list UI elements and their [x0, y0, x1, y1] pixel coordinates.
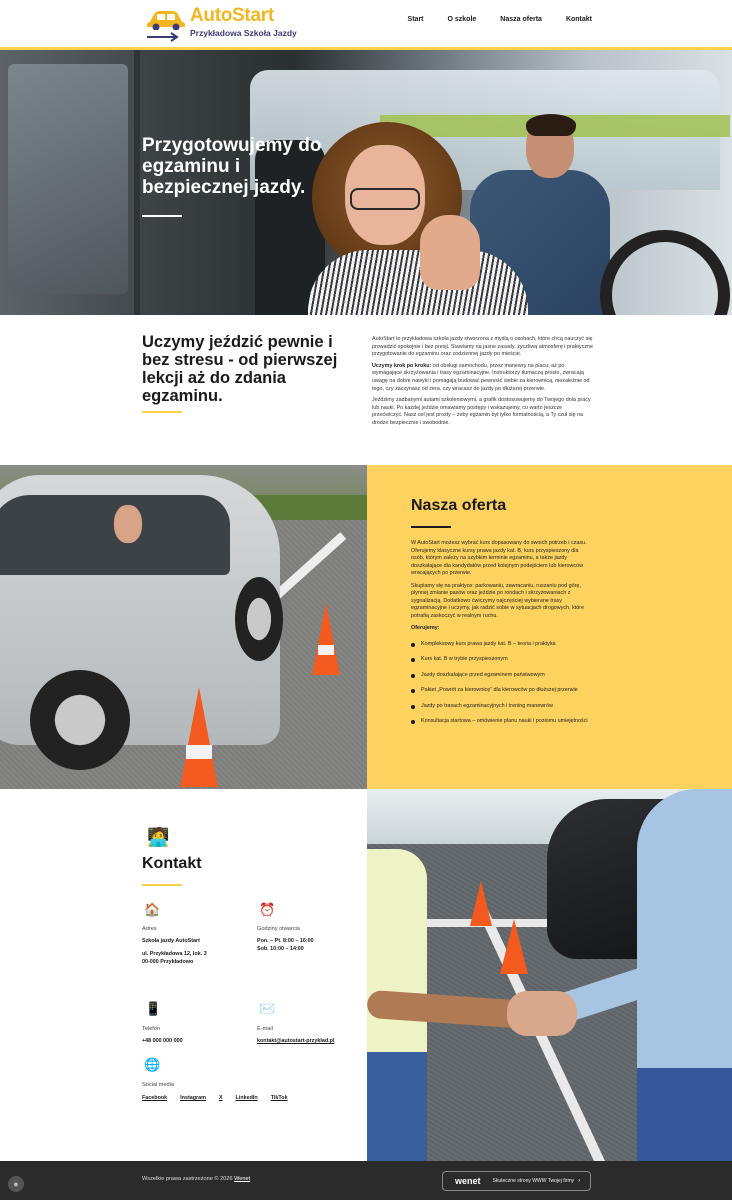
intro-text — [372, 336, 594, 432]
site-header — [0, 0, 732, 50]
offer-divider — [411, 526, 451, 528]
nav-item-offer[interactable]: Nasza oferta — [500, 16, 542, 23]
chevron-right-icon: › — [578, 1178, 581, 1184]
traffic-cone — [312, 603, 340, 675]
offer-photo-driver — [114, 505, 142, 543]
address-label: Adres — [142, 926, 157, 932]
intro-paragraph-rest: od obsługi samochodu, przez manewry na placu, aż po wymagające skrzyżowania i trasy egzaminacyjne. Instruktorzy tłumaczą prosto, zwracają uwagę na dobre nawyki i pomagają budować pewność siebie za kierownicą, niezależnie od tego, czy zaczynasz od zera, czy wracasz do jazdy po dłuższej przerwie. — [372, 362, 590, 392]
house-icon: 🏠 — [144, 902, 161, 917]
social-link-linkedin[interactable]: LinkedIn — [235, 1095, 258, 1101]
traffic-cone-stripe — [186, 745, 212, 759]
brand-name: AutoStart — [190, 5, 274, 26]
offer-photo-wheel — [235, 577, 283, 661]
hero-student-body — [308, 250, 528, 315]
contact-photo-handshake — [507, 991, 577, 1036]
offer-title: Nasza oferta — [411, 497, 507, 514]
copyright — [142, 1176, 250, 1182]
hero-divider — [142, 215, 182, 217]
hours-label: Godziny otwarcia — [257, 926, 300, 932]
car-icon — [146, 8, 186, 30]
offer-list-heading: Oferujemy: — [411, 625, 440, 631]
contact-photo — [367, 789, 732, 1161]
social-link-facebook[interactable]: Facebook — [142, 1095, 168, 1101]
traffic-cone — [180, 687, 218, 787]
contact-title: Kontakt — [142, 855, 202, 872]
offer-photo-wheel — [30, 670, 130, 770]
offer-list-item: Jazdy doszkalające przed egzaminem państwowym — [411, 672, 593, 680]
hero-car-door — [0, 50, 140, 315]
hero-thumbs-up — [420, 215, 480, 290]
person-at-laptop-icon: 🧑‍💻 — [147, 827, 170, 847]
hero-door-window — [8, 64, 128, 294]
offer-photo — [0, 465, 367, 789]
offer-list-item: Jazdy po trasach egzaminacyjnych i trening manewrów — [411, 703, 593, 711]
intro-paragraph: Jeździmy zadbanymi autami szkoleniowymi, a grafik dostosowujemy do Twojego dnia pracy lub nauki. Po każdej jeździe omawiamy postępy i wskazujemy, co warto jeszcze przećwiczyć. Nasz cel jest prosty – żeby egzamin był tylko formalnością, a Ty czuł się na drodze bezpiecznie i swobodnie. — [372, 397, 591, 426]
offer-paragraph: W AutoStart możesz wybrać kurs dopasowany do swoich potrzeb i czasu. Oferujemy klasyczne kursy prawa jazdy kat. B, kurs przyspieszony dla osób, którym zależy na szybkim terminie egzaminu, a także jazdy doszkalające dla kandydatów przed kolejnym podejściem lub kierowców wracających po przerwie. — [411, 540, 587, 576]
hours-saturday: Sob. 10:00 – 14:00 — [257, 946, 304, 952]
offer-list-item: Pakiet „Powrót za kierownicę” dla kierowców po dłuższej przerwie — [411, 687, 593, 695]
offer-paragraph: Skupiamy się na praktyce: parkowaniu, zawracaniu, ruszaniu pod górę, płynnej zmianie pasów oraz jeździe po rondach i skrzyżowaniach z sygnalizacją. Dodatkowo ćwiczymy najczęściej wybierane trasy egzaminacyjne i uczymy, jak radzić sobie w sytuacjach drogowych, które potrafią zaskoczyć w realnym ruchu. — [411, 582, 585, 619]
cookie-icon[interactable]: ● — [8, 1176, 24, 1192]
traffic-cone-stripe — [318, 645, 334, 655]
wenet-badge-text: Skuteczne strony WWW Twojej firmy — [492, 1178, 575, 1184]
main-nav — [408, 16, 592, 23]
alarm-clock-icon: ⏰ — [259, 902, 276, 917]
hours-weekdays: Pon. – Pt. 8:00 – 16:00 — [257, 938, 314, 944]
wenet-badge[interactable] — [442, 1171, 591, 1191]
intro-divider — [142, 411, 182, 413]
social-link-tiktok[interactable]: TikTok — [270, 1095, 288, 1101]
social-label: Social media — [142, 1082, 175, 1088]
site-footer — [0, 1161, 732, 1200]
offer-list-item: Kompleksowy kurs prawa jazdy kat. B – teoria i praktyka — [411, 641, 593, 649]
arrow-right-icon — [146, 32, 180, 42]
email-link[interactable]: kontakt@autostart-przyklad.pl — [257, 1038, 335, 1044]
address-name: Szkoła jazdy AutoStart — [142, 938, 200, 944]
intro-paragraph — [372, 363, 594, 393]
envelope-icon: ✉️ — [259, 1001, 276, 1016]
copyright-link[interactable]: Wenet — [234, 1176, 251, 1182]
phone-icon: 📱 — [145, 1001, 162, 1016]
offer-list — [411, 641, 593, 726]
traffic-cone — [470, 881, 492, 926]
hero-steering-wheel — [600, 230, 730, 315]
wenet-logo: wenet — [455, 1176, 481, 1186]
offer-list-item: Kurs kat. B w trybie przyspieszonym — [411, 656, 593, 664]
hero-student-glasses — [350, 188, 420, 210]
address-line: 00-000 Przykładowo — [142, 959, 194, 965]
logo[interactable] — [146, 5, 297, 42]
address-line: ul. Przykładowa 12, lok. 3 — [142, 951, 207, 957]
phone-number[interactable]: +48 000 000 000 — [142, 1038, 183, 1044]
copyright-text: Wszelkie prawa zastrzeżone © 2026 — [142, 1176, 233, 1182]
intro-bold: Uczymy krok po kroku: — [372, 362, 432, 369]
hero-instructor-hair — [526, 114, 576, 136]
nav-item-start[interactable]: Start — [407, 16, 424, 23]
intro-paragraph: AutoStart to przykładowa szkoła jazdy stworzona z myślą o osobach, które chcą nauczyć się prowadzić spokojnie i bez presji. Stawiamy na jasne zasady, życzliwą atmosferę i praktyczne przygotowanie do egzaminu oraz codziennej jazdy po mieście. — [372, 336, 594, 358]
social-link-x[interactable]: X — [218, 1095, 223, 1101]
offer-text — [411, 540, 593, 734]
email-label: E-mail — [257, 1026, 273, 1032]
phone-label: Telefon — [142, 1026, 161, 1032]
hero-section — [0, 50, 732, 315]
contact-divider — [142, 884, 182, 886]
intro-heading: Uczymy jeździć pewnie i bez stresu - od pierwszej lekcji aż do zdania egzaminu. — [142, 333, 338, 405]
globe-icon: 🌐 — [144, 1057, 161, 1072]
brand-tagline: Przykładowa Szkoła Jazdy — [190, 28, 297, 38]
traffic-cone — [500, 919, 528, 974]
nav-item-contact[interactable]: Kontakt — [565, 16, 592, 23]
offer-list-item: Konsultacja startowa – omówienie planu nauki i poziomu umiejętności — [411, 718, 593, 726]
nav-item-about[interactable]: O szkole — [447, 16, 477, 23]
social-link-instagram[interactable]: Instagram — [180, 1095, 206, 1101]
social-links — [142, 1095, 288, 1101]
hero-title: Przygotowujemy do egzaminu i bezpiecznej jazdy. — [142, 135, 322, 198]
